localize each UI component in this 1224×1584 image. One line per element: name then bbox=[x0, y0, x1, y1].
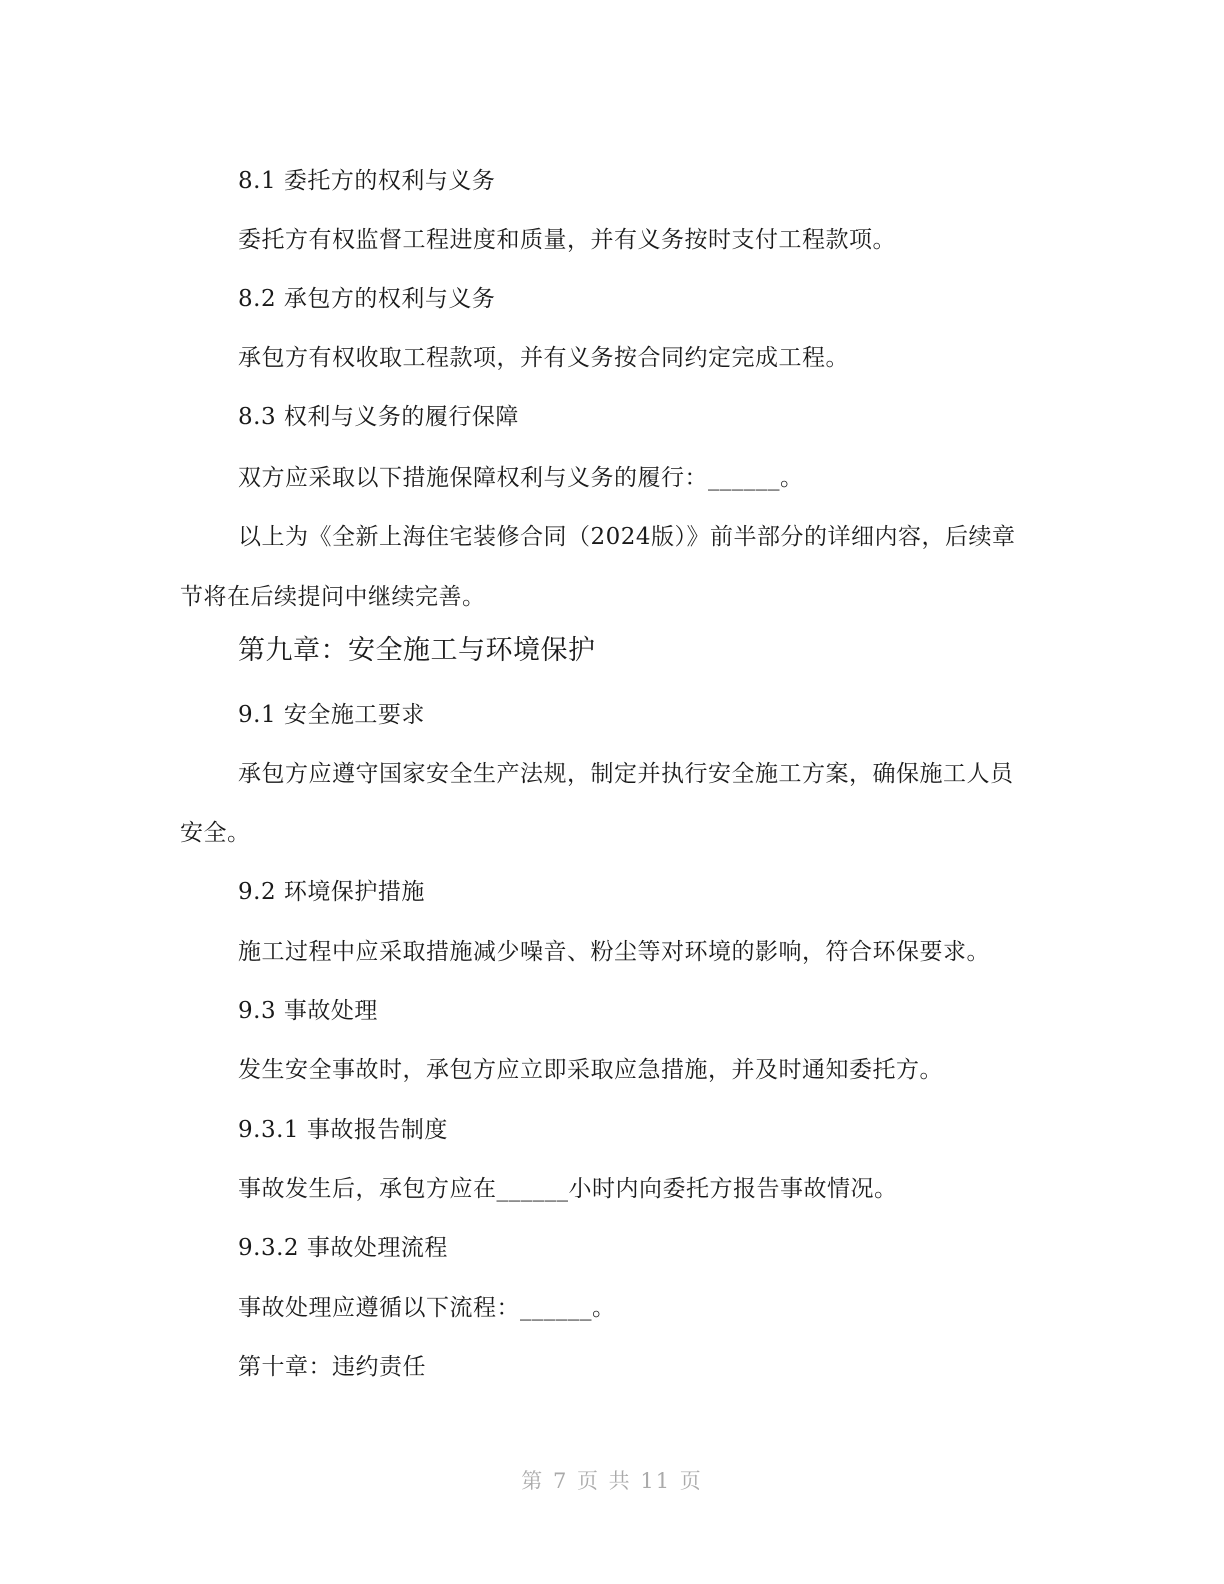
section-heading-9-3: 9.3 事故处理 bbox=[238, 998, 378, 1024]
paragraph: 承包方有权收取工程款项，并有义务按合同约定完成工程。 bbox=[238, 345, 849, 371]
section-heading-9-2: 9.2 环境保护措施 bbox=[238, 879, 425, 905]
section-heading-8-1: 8.1 委托方的权利与义务 bbox=[238, 168, 496, 194]
chapter-heading-9: 第九章：安全施工与环境保护 bbox=[238, 635, 596, 666]
section-heading-8-3: 8.3 权利与义务的履行保障 bbox=[238, 404, 519, 430]
paragraph-continuation: 节将在后续提问中继续完善。 bbox=[180, 584, 486, 610]
paragraph: 事故发生后，承包方应在______小时内向委托方报告事故情况。 bbox=[238, 1176, 898, 1202]
paragraph: 事故处理应遵循以下流程：______。 bbox=[238, 1295, 616, 1321]
page-number-footer: 第 7 页 共 11 页 bbox=[521, 1469, 703, 1493]
section-heading-9-3-2: 9.3.2 事故处理流程 bbox=[238, 1235, 448, 1261]
section-heading-9-3-1: 9.3.1 事故报告制度 bbox=[238, 1117, 448, 1143]
section-heading-9-1: 9.1 安全施工要求 bbox=[238, 702, 425, 728]
paragraph: 发生安全事故时，承包方应立即采取应急措施，并及时通知委托方。 bbox=[238, 1057, 943, 1083]
paragraph-continuation: 安全。 bbox=[180, 820, 251, 846]
paragraph: 双方应采取以下措施保障权利与义务的履行：______。 bbox=[238, 465, 804, 491]
paragraph: 以上为《全新上海住宅装修合同（2024版）》前半部分的详细内容，后续章 bbox=[238, 524, 1016, 550]
paragraph: 承包方应遵守国家安全生产法规，制定并执行安全施工方案，确保施工人员 bbox=[238, 761, 1014, 787]
paragraph: 委托方有权监督工程进度和质量，并有义务按时支付工程款项。 bbox=[238, 227, 896, 253]
chapter-heading-10: 第十章：违约责任 bbox=[238, 1354, 426, 1380]
paragraph: 施工过程中应采取措施减少噪音、粉尘等对环境的影响，符合环保要求。 bbox=[238, 939, 990, 965]
section-heading-8-2: 8.2 承包方的权利与义务 bbox=[238, 286, 496, 312]
